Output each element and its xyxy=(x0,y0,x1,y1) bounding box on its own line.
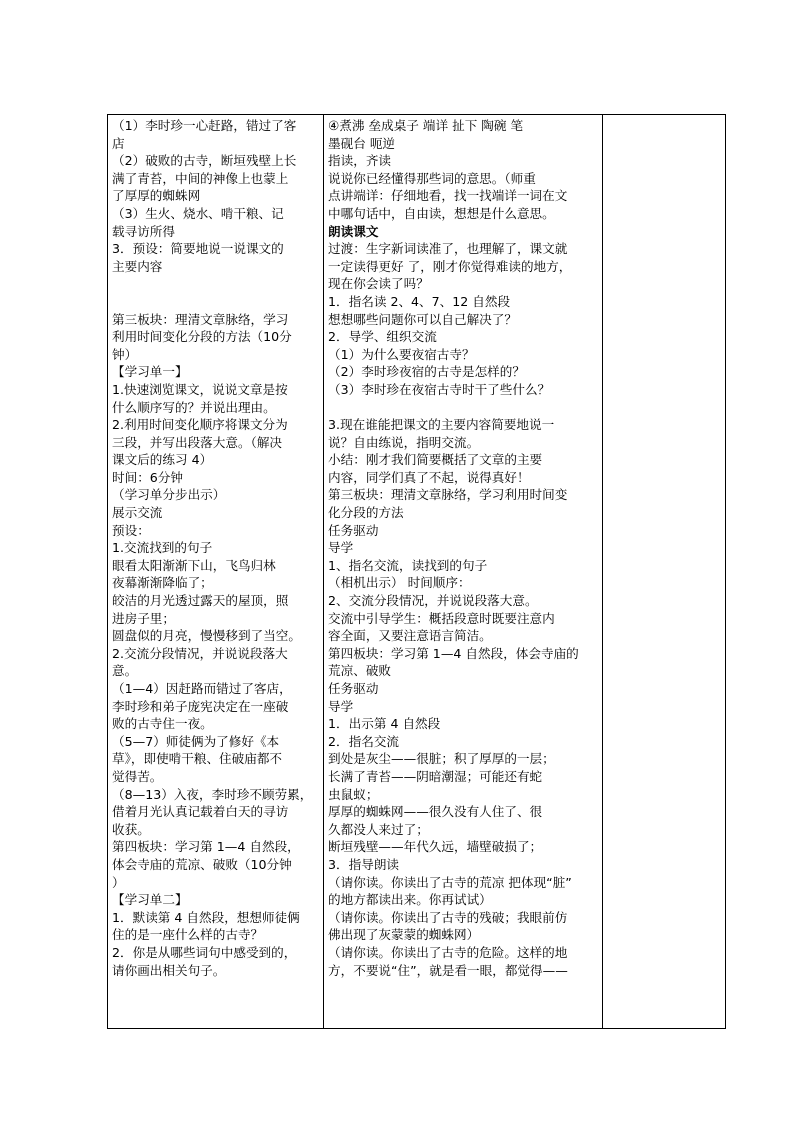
col2-text-line: 想想哪些问题你可以自己解决了？ xyxy=(328,311,517,327)
col1-text-line: 1．默读第 4 自然段，想想师徒俩 xyxy=(112,909,300,925)
lesson-plan-table xyxy=(107,114,726,1029)
col1-text-line: ） xyxy=(112,874,125,890)
col2-text-line: （2）李时珍夜宿的古寺是怎样的？ xyxy=(328,364,525,380)
col1-text-line: 课文后的练习 4） xyxy=(112,452,213,468)
col2-text-line: 小结：刚才我们简要概括了文章的主要 xyxy=(328,452,543,468)
col1-text-line: 收获。 xyxy=(112,821,150,837)
col1-text-line: 了厚厚的蜘蛛网 xyxy=(112,188,201,204)
notes-cell xyxy=(603,115,726,1029)
col1-text-line: 意。 xyxy=(112,663,138,679)
col1-text-line: 皎洁的月光透过露天的屋顶，照 xyxy=(112,593,289,609)
teacher-activity-cell xyxy=(324,115,603,1029)
col1-text-line: 3．预设：简要地说一说课文的 xyxy=(112,241,284,257)
col1-text-line: （学习单分步出示） xyxy=(112,487,226,503)
col2-text-line: 1．指名读 2、4、7、12 自然段 xyxy=(328,293,511,309)
col1-text-line: （2）破败的古寺，断垣残壁上长 xyxy=(112,153,297,169)
col2-text-line: （请你读。你读出了古寺的危险。这样的地 xyxy=(328,944,568,960)
col2-text-line: 朗读课文 xyxy=(328,223,379,239)
col1-text-line: 体会寺庙的荒凉、破败（10分钟 xyxy=(112,856,292,872)
table-row xyxy=(108,115,726,1029)
col2-text-line: 2．导学、组织交流 xyxy=(328,329,437,345)
col1-text-line: 【学习单二】 xyxy=(112,892,188,908)
col2-text-line: 1、指名交流，读找到的句子 xyxy=(328,557,488,573)
col1-text-line: 圆盘似的月亮，慢慢移到了当空。 xyxy=(112,628,301,644)
col2-text-line: ④煮沸 垒成桌子 端详 扯下 陶碗 笔 xyxy=(328,118,524,133)
col2-text-line: 墨砚台 呃逆 xyxy=(328,135,396,151)
col1-text-line: 主要内容 xyxy=(112,258,163,274)
col1-text-line: 进房子里； xyxy=(112,610,175,626)
col2-text-line: 导学 xyxy=(328,540,354,556)
col2-text-line: 点讲端详：仔细地看，找一找端详一词在文 xyxy=(328,188,568,204)
col1-text-line: 2.利用时间变化顺序将课文分为 xyxy=(112,417,288,433)
col2-text-line: 内容，同学们真了不起，说得真好！ xyxy=(328,469,530,485)
col2-text-line: 厚厚的蜘蛛网——很久没有人住了、很 xyxy=(328,804,543,820)
col2-text-line: 任务驱动 xyxy=(328,681,379,696)
col1-text-line: 第四板块：学习第 1—4 自然段， xyxy=(112,839,300,855)
col2-text-line: （请你读。你读出了古寺的残破；我眼前仿 xyxy=(328,909,568,925)
col1-text-line: 店 xyxy=(112,135,125,151)
col2-text-line: 虫鼠蚁； xyxy=(328,786,379,802)
col2-text-line: 2．指名交流 xyxy=(328,733,400,749)
col1-text-line: 利用时间变化分段的方法（10分 xyxy=(112,329,292,345)
col1-text-line: 第三板块：理清文章脉络，学习 xyxy=(112,311,289,327)
col2-text-line: 现在你会读了吗？ xyxy=(328,276,429,292)
student-activity-cell xyxy=(108,115,324,1029)
col1-text-line: 1.交流找到的句子 xyxy=(112,540,213,556)
col1-text-line: 2.交流分段情况，并说说段落大 xyxy=(112,645,288,661)
col1-text-line: 住的是一座什么样的古寺？ xyxy=(112,927,264,943)
col2-text-line: 任务驱动 xyxy=(328,522,379,538)
col1-text-line: 预设： xyxy=(112,522,150,538)
col1-text-line xyxy=(112,275,319,293)
col1-text-line: 载寻访所得 xyxy=(112,223,175,239)
col2-text-line: （请你读。你读出了古寺的荒凉 把体现“脏” xyxy=(328,874,572,890)
col1-text-line: 1.快速浏览课文，说说文章是按 xyxy=(112,381,288,397)
col2-text-line: （1）为什么要夜宿古寺？ xyxy=(328,346,475,362)
col2-text-line: 指读，齐读 xyxy=(328,153,392,169)
col1-text-line: 满了青苔，中间的神像上也蒙上 xyxy=(112,170,289,186)
col1-text-line xyxy=(112,293,319,311)
col2-text-line: 方，不要说“住”，就是看一眼，都觉得—— xyxy=(328,962,568,978)
col2-text-line: 说说你已经懂得那些词的意思。（师重 xyxy=(328,170,536,186)
col2-text-line: 一定读得更好 了，刚才你觉得难读的地方， xyxy=(328,258,572,274)
col2-text-line: 第四板块：学习第 1—4 自然段，体会寺庙的 xyxy=(328,645,579,661)
col2-text-line: 久都没人来过了； xyxy=(328,821,429,837)
col1-text-line: 败的古寺住一夜。 xyxy=(112,716,213,732)
col2-text-line: 2、交流分段情况，并说说段落大意。 xyxy=(328,593,538,609)
col2-text-line: 过渡：生字新词读准了，也理解了，课文就 xyxy=(328,241,568,257)
col1-text-line: （5—7）师徒俩为了修好《本 xyxy=(112,733,280,749)
col2-text-line: 到处是灰尘——很脏；积了厚厚的一层； xyxy=(328,751,555,767)
col2-text-line: （相机出示） 时间顺序： xyxy=(328,575,471,591)
col1-text-line: （3）生火、烧水、啃干粮、记 xyxy=(112,205,284,221)
col1-text-line: 【学习单一】 xyxy=(112,364,188,380)
col2-text-line: 断垣残壁——年代久远，墙壁破损了； xyxy=(328,839,543,855)
col2-text-line: 3．指导朗读 xyxy=(328,856,400,872)
col1-text-line: 展示交流 xyxy=(112,505,163,521)
col1-text-line: 请你画出相关句子。 xyxy=(112,962,226,978)
col1-text-line: 觉得苦。 xyxy=(112,768,163,784)
col2-text-line: 佛出现了灰蒙蒙的蜘蛛网） xyxy=(328,927,480,943)
col2-text-line: 长满了青苔——阴暗潮湿；可能还有蛇 xyxy=(328,768,543,784)
col1-text-line: 钟） xyxy=(112,346,138,362)
col2-text-line: 化分段的方法 xyxy=(328,505,404,521)
col1-text-line: 三段，并写出段落大意。（解决 xyxy=(112,434,283,450)
col2-text-line: 中哪句话中，自由读，想想是什么意思。 xyxy=(328,205,555,221)
col1-text-line: 2．你是从哪些词句中感受到的， xyxy=(112,944,297,960)
col2-text-line: 1．出示第 4 自然段 xyxy=(328,716,441,732)
col1-text-line: 夜幕渐渐降临了； xyxy=(112,575,213,591)
col2-text-line: 容全面，又要注意语言简洁。 xyxy=(328,628,492,644)
col1-text-line: （1—4）因赶路而错过了客店， xyxy=(112,681,292,696)
col2-text-line: 荒凉、破败 xyxy=(328,663,392,679)
col2-text-line: 导学 xyxy=(328,698,354,714)
col1-text-line: （8—13）入夜，李时珍不顾劳累， xyxy=(112,786,313,802)
col2-text-line: 3.现在谁能把课文的主要内容简要地说一 xyxy=(328,417,555,433)
col1-text-line: 时间：6分钟 xyxy=(112,469,183,485)
col1-text-line: 李时珍和弟子庞宪决定在一座破 xyxy=(112,698,289,714)
col2-text-line: （3）李时珍在夜宿古寺时干了些什么？ xyxy=(328,381,551,397)
col2-text-line: 交流中引导学生：概括段意时既要注意内 xyxy=(328,610,555,626)
col1-text-line: （1）李时珍一心赶路，错过了客 xyxy=(112,118,297,133)
col2-text-line: 的地方都读出来。你再试试） xyxy=(328,892,492,908)
col1-text-line: 草》，即使啃干粮、住破庙都不 xyxy=(112,751,283,767)
col2-text-line xyxy=(328,399,598,417)
col1-text-line: 什么顺序写的？并说出理由。 xyxy=(112,399,276,415)
col2-text-line: 说？自由练说，指明交流。 xyxy=(328,434,480,450)
col1-text-line: 借着月光认真记载着白天的寻访 xyxy=(112,804,289,820)
col2-text-line: 第三板块：理清文章脉络，学习利用时间变 xyxy=(328,487,568,503)
col1-text-line: 眼看太阳渐渐下山，飞鸟归林 xyxy=(112,557,276,573)
